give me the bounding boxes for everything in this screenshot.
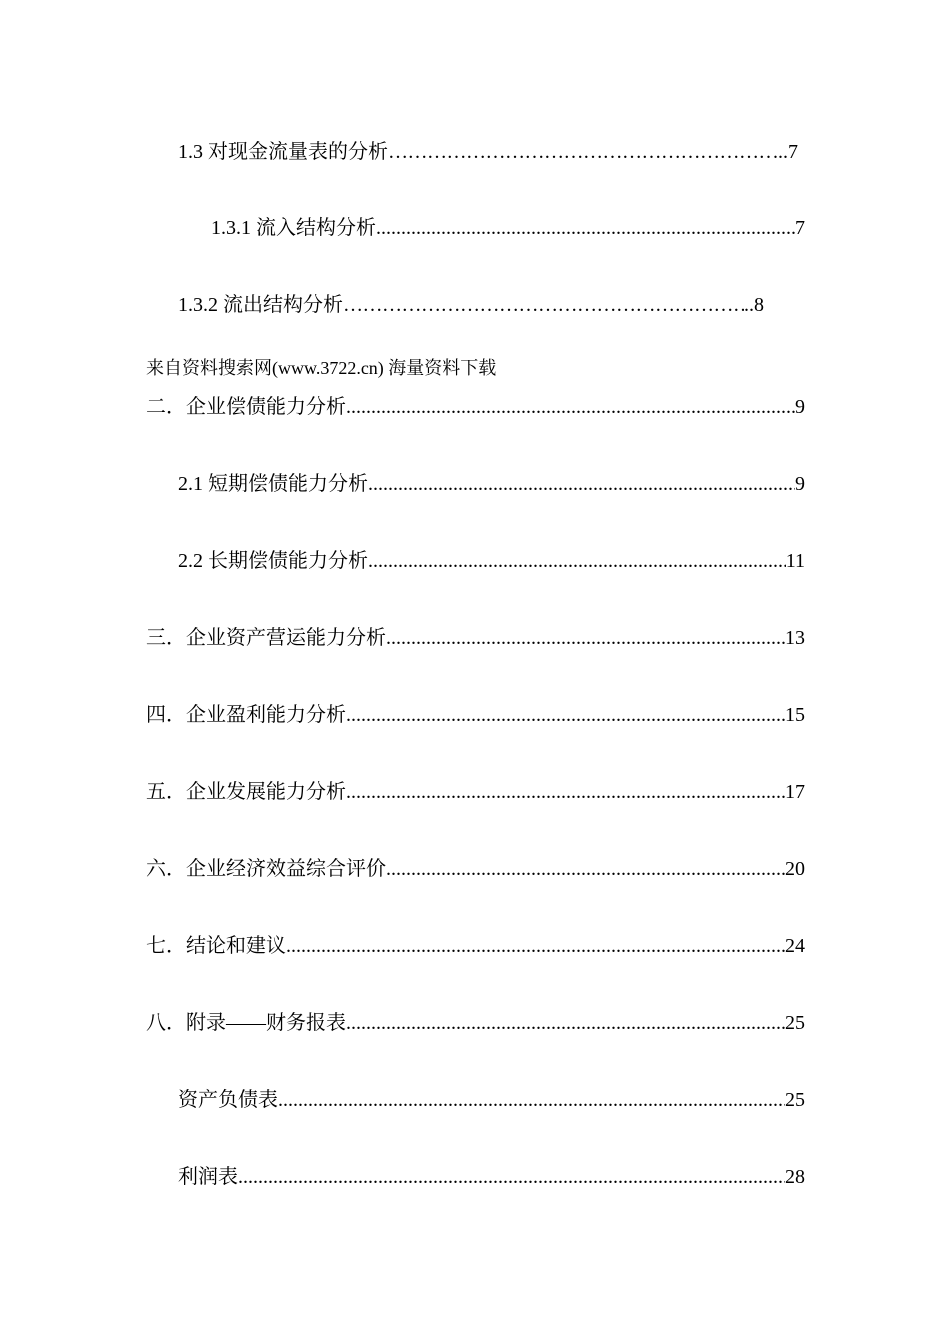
toc-dot-leader (286, 934, 785, 958)
toc-entry-label: 七．结论和建议 (146, 935, 286, 957)
toc-entry[interactable] (178, 549, 805, 573)
toc-dot-leader (343, 293, 744, 317)
toc-page-number: 17 (785, 781, 805, 803)
toc-entry-label: 利润表 (178, 1166, 238, 1188)
toc-entry-label: 三．企业资产营运能力分析 (146, 627, 386, 649)
source-banner: 来自资料搜索网(www.3722.cn) 海量资料下载 (146, 358, 497, 378)
toc-dot-leader (388, 140, 773, 164)
toc-entry[interactable] (211, 216, 805, 240)
toc-entry[interactable] (146, 1011, 805, 1035)
toc-entry[interactable] (178, 1088, 805, 1112)
toc-dot-leader (368, 472, 795, 496)
toc-page-number: 13 (785, 627, 805, 649)
toc-entry-label: 六．企业经济效益综合评价 (146, 858, 386, 880)
toc-page-number: ..8 (744, 294, 764, 316)
toc-page-number: 24 (785, 935, 805, 957)
toc-entry[interactable] (146, 703, 805, 727)
toc-page-number: ...7 (773, 141, 798, 163)
toc-entry-label: 1.3 对现金流量表的分析 (178, 141, 388, 163)
toc-entry[interactable] (178, 293, 764, 317)
toc-entry[interactable] (146, 626, 805, 650)
toc-entry[interactable] (146, 780, 805, 804)
toc-page-number: 9 (795, 473, 805, 495)
toc-dot-leader (376, 216, 795, 240)
toc-entry-label: 2.1 短期偿债能力分析 (178, 473, 368, 495)
toc-dot-leader (386, 626, 785, 650)
toc-dot-leader (346, 1011, 785, 1035)
toc-entry-label: 二．企业偿债能力分析 (146, 396, 346, 418)
toc-entry-label: 四．企业盈利能力分析 (146, 704, 346, 726)
toc-entry[interactable] (178, 1165, 805, 1189)
toc-dot-leader (278, 1088, 785, 1112)
toc-entry[interactable] (146, 934, 805, 958)
toc-page-number: 28 (785, 1166, 805, 1188)
toc-page-number: 7 (795, 217, 805, 239)
toc-entry-label: 1.3.2 流出结构分析 (178, 294, 343, 316)
toc-entry-label: 2.2 长期偿债能力分析 (178, 550, 368, 572)
toc-page-number: 20 (785, 858, 805, 880)
toc-dot-leader (346, 395, 795, 419)
toc-page-number: 9 (795, 396, 805, 418)
toc-entry-label: 八．附录——财务报表 (146, 1012, 346, 1034)
toc-entry[interactable] (146, 395, 805, 419)
toc-dot-leader (368, 549, 786, 573)
toc-entry[interactable] (178, 472, 805, 496)
toc-dot-leader (346, 703, 785, 727)
toc-page-number: 25 (785, 1089, 805, 1111)
toc-page-number: 15 (785, 704, 805, 726)
toc-entry-label: 1.3.1 流入结构分析 (211, 217, 376, 239)
toc-dot-leader (346, 780, 785, 804)
toc-page-number: 25 (785, 1012, 805, 1034)
toc-entry[interactable] (178, 140, 798, 164)
toc-dot-leader (238, 1165, 785, 1189)
toc-entry-label: 五．企业发展能力分析 (146, 781, 346, 803)
toc-entry-label: 资产负债表 (178, 1089, 278, 1111)
toc-page-number: 11 (785, 550, 805, 572)
toc-dot-leader (386, 857, 785, 881)
toc-entry[interactable] (146, 857, 805, 881)
